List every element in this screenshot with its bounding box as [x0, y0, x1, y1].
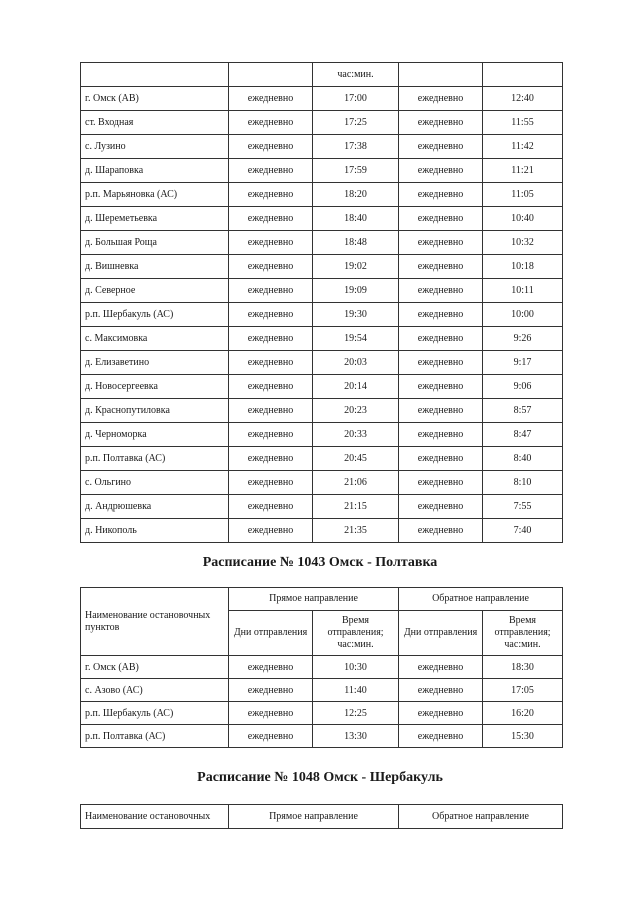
stop-name-cell: д. Новосергеевка [81, 375, 229, 399]
table-row [81, 447, 563, 471]
forward-time-cell: 17:00 [313, 87, 399, 111]
reverse-time-cell: 7:40 [483, 519, 563, 543]
table-header-row [81, 63, 563, 87]
table-row [81, 279, 563, 303]
forward-time-cell: 19:54 [313, 327, 399, 351]
stop-name-cell: д. Шараповка [81, 159, 229, 183]
table-header-row [81, 805, 563, 829]
reverse-time-cell: 8:57 [483, 399, 563, 423]
table-row [81, 135, 563, 159]
reverse-time-cell: 11:55 [483, 111, 563, 135]
stop-name-cell: с. Азово (АС) [81, 679, 229, 702]
forward-time-cell: 20:33 [313, 423, 399, 447]
reverse-time-cell: 18:30 [483, 656, 563, 679]
reverse-days-cell: ежедневно [399, 207, 483, 231]
forward-days-cell: ежедневно [229, 255, 313, 279]
reverse-time-cell: 8:10 [483, 471, 563, 495]
reverse-days-cell: ежедневно [399, 495, 483, 519]
table-row [81, 303, 563, 327]
reverse-direction-header: Обратное направление [399, 805, 563, 829]
table-row [81, 327, 563, 351]
forward-days-cell: ежедневно [229, 519, 313, 543]
table-row [81, 725, 563, 748]
table-row [81, 111, 563, 135]
stop-name-cell: р.п. Полтавка (АС) [81, 725, 229, 748]
forward-days-cell: ежедневно [229, 303, 313, 327]
table-row [81, 679, 563, 702]
forward-days-cell: ежедневно [229, 159, 313, 183]
reverse-time-cell: 9:06 [483, 375, 563, 399]
forward-days-cell: ежедневно [229, 111, 313, 135]
table-row [81, 231, 563, 255]
reverse-days-cell: ежедневно [399, 375, 483, 399]
stop-name-header: Наименование остановочных пунктов [81, 588, 229, 656]
forward-days-cell: ежедневно [229, 207, 313, 231]
reverse-days-cell: ежедневно [399, 279, 483, 303]
reverse-days-cell: ежедневно [399, 519, 483, 543]
table-row [81, 183, 563, 207]
forward-time-cell: 18:48 [313, 231, 399, 255]
reverse-time-cell: 8:40 [483, 447, 563, 471]
stop-name-cell: д. Елизаветино [81, 351, 229, 375]
reverse-direction-header: Обратное направление [399, 588, 563, 611]
forward-time-cell: 20:14 [313, 375, 399, 399]
forward-days-cell: ежедневно [229, 495, 313, 519]
forward-time-cell: 21:06 [313, 471, 399, 495]
reverse-days-cell: ежедневно [399, 656, 483, 679]
reverse-time-cell: 12:40 [483, 87, 563, 111]
stop-name-cell: с. Лузино [81, 135, 229, 159]
stop-name-cell: д. Черноморка [81, 423, 229, 447]
reverse-time-cell: 9:26 [483, 327, 563, 351]
stop-name-cell: с. Ольгино [81, 471, 229, 495]
stop-name-cell: г. Омск (АВ) [81, 656, 229, 679]
forward-days-cell: ежедневно [229, 399, 313, 423]
reverse-days-cell: ежедневно [399, 702, 483, 725]
reverse-days-cell: ежедневно [399, 399, 483, 423]
forward-days-cell: ежедневно [229, 471, 313, 495]
reverse-days-cell: ежедневно [399, 159, 483, 183]
forward-time-cell: 20:23 [313, 399, 399, 423]
reverse-time-cell: 11:21 [483, 159, 563, 183]
reverse-time-cell: 11:05 [483, 183, 563, 207]
reverse-days-cell: ежедневно [399, 327, 483, 351]
stop-name-cell: р.п. Шербакуль (АС) [81, 303, 229, 327]
table-row [81, 351, 563, 375]
stop-name-cell: д. Северное [81, 279, 229, 303]
reverse-days-cell: ежедневно [399, 135, 483, 159]
time-header-reverse: Время отправления; час:мин. [483, 611, 563, 656]
forward-time-cell: 20:45 [313, 447, 399, 471]
table-row [81, 519, 563, 543]
reverse-days-cell: ежедневно [399, 255, 483, 279]
days-header-forward: Дни отправления [229, 611, 313, 656]
stop-name-cell: д. Шереметьевка [81, 207, 229, 231]
forward-time-cell: 18:40 [313, 207, 399, 231]
forward-days-cell: ежедневно [229, 423, 313, 447]
reverse-days-cell: ежедневно [399, 183, 483, 207]
forward-time-cell: 17:59 [313, 159, 399, 183]
reverse-days-cell: ежедневно [399, 471, 483, 495]
table-row [81, 495, 563, 519]
forward-days-cell: ежедневно [229, 135, 313, 159]
forward-days-cell: ежедневно [229, 656, 313, 679]
reverse-days-cell: ежедневно [399, 231, 483, 255]
table-row [81, 471, 563, 495]
forward-time-cell: 10:30 [313, 656, 399, 679]
forward-time-cell: 19:02 [313, 255, 399, 279]
stop-name-cell: р.п. Марьяновка (АС) [81, 183, 229, 207]
table-row [81, 255, 563, 279]
forward-days-cell: ежедневно [229, 279, 313, 303]
reverse-time-cell: 16:20 [483, 702, 563, 725]
reverse-time-cell: 10:00 [483, 303, 563, 327]
schedule-title-1048: Расписание № 1048 Омск - Шербакуль [197, 770, 443, 785]
table-row [81, 399, 563, 423]
reverse-days-cell: ежедневно [399, 447, 483, 471]
table-row [81, 656, 563, 679]
forward-time-cell: 11:40 [313, 679, 399, 702]
forward-direction-header: Прямое направление [229, 588, 399, 611]
reverse-time-cell: 7:55 [483, 495, 563, 519]
forward-days-cell: ежедневно [229, 183, 313, 207]
stop-name-cell: д. Вишневка [81, 255, 229, 279]
stop-name-cell: д. Андрюшевка [81, 495, 229, 519]
stop-name-cell: д. Краснопутиловка [81, 399, 229, 423]
stop-name-cell: ст. Входная [81, 111, 229, 135]
schedule-table-1043 [80, 587, 563, 748]
forward-days-cell: ежедневно [229, 725, 313, 748]
table-row [81, 87, 563, 111]
forward-time-cell: 17:25 [313, 111, 399, 135]
reverse-time-cell: 8:47 [483, 423, 563, 447]
reverse-days-cell: ежедневно [399, 87, 483, 111]
forward-time-cell: 19:09 [313, 279, 399, 303]
schedule-table-1048 [80, 804, 563, 829]
reverse-time-cell: 10:32 [483, 231, 563, 255]
stop-name-header: Наименование остановочных [81, 805, 229, 829]
forward-days-cell: ежедневно [229, 679, 313, 702]
forward-direction-header: Прямое направление [229, 805, 399, 829]
table-row [81, 159, 563, 183]
forward-time-cell: 17:38 [313, 135, 399, 159]
forward-time-cell: 12:25 [313, 702, 399, 725]
forward-days-cell: ежедневно [229, 231, 313, 255]
time-header-forward: Время отправления; час:мин. [313, 611, 399, 656]
reverse-time-cell: 11:42 [483, 135, 563, 159]
schedule-title-1043: Расписание № 1043 Омск - Полтавка [202, 555, 438, 570]
forward-time-cell: 21:35 [313, 519, 399, 543]
forward-days-cell: ежедневно [229, 351, 313, 375]
time-unit-label: час:мин. [313, 63, 399, 87]
stop-name-cell: д. Никополь [81, 519, 229, 543]
table-row [81, 207, 563, 231]
reverse-time-cell: 10:18 [483, 255, 563, 279]
forward-days-cell: ежедневно [229, 702, 313, 725]
forward-time-cell: 19:30 [313, 303, 399, 327]
forward-days-cell: ежедневно [229, 327, 313, 351]
table-row [81, 423, 563, 447]
schedule-table-continued [80, 62, 563, 543]
reverse-days-cell: ежедневно [399, 351, 483, 375]
reverse-time-cell: 17:05 [483, 679, 563, 702]
stop-name-cell: р.п. Шербакуль (АС) [81, 702, 229, 725]
reverse-days-cell: ежедневно [399, 679, 483, 702]
forward-days-cell: ежедневно [229, 375, 313, 399]
table-row [81, 702, 563, 725]
reverse-time-cell: 10:11 [483, 279, 563, 303]
stop-name-cell: д. Большая Роща [81, 231, 229, 255]
forward-time-cell: 21:15 [313, 495, 399, 519]
forward-time-cell: 18:20 [313, 183, 399, 207]
reverse-days-cell: ежедневно [399, 111, 483, 135]
days-header-reverse: Дни отправления [399, 611, 483, 656]
forward-days-cell: ежедневно [229, 447, 313, 471]
table-row [81, 375, 563, 399]
reverse-days-cell: ежедневно [399, 303, 483, 327]
reverse-time-cell: 9:17 [483, 351, 563, 375]
reverse-days-cell: ежедневно [399, 423, 483, 447]
reverse-time-cell: 15:30 [483, 725, 563, 748]
forward-days-cell: ежедневно [229, 87, 313, 111]
stop-name-cell: с. Максимовка [81, 327, 229, 351]
forward-time-cell: 13:30 [313, 725, 399, 748]
reverse-time-cell: 10:40 [483, 207, 563, 231]
table-header-row [81, 588, 563, 611]
forward-time-cell: 20:03 [313, 351, 399, 375]
stop-name-cell: г. Омск (АВ) [81, 87, 229, 111]
stop-name-cell: р.п. Полтавка (АС) [81, 447, 229, 471]
reverse-days-cell: ежедневно [399, 725, 483, 748]
